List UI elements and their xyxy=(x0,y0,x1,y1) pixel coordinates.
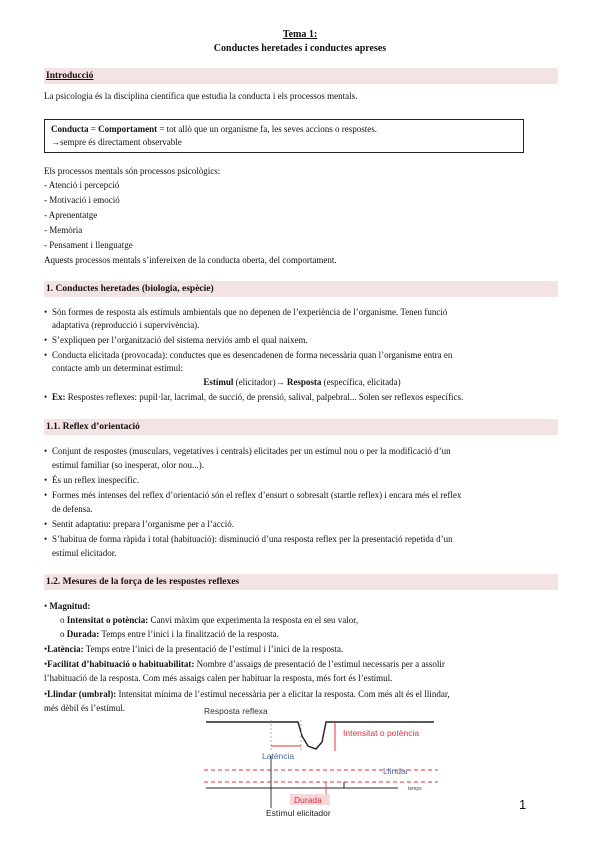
magnitude-item: • Magnitud: xyxy=(44,601,91,611)
process-item: - Atenció i percepció xyxy=(44,180,120,190)
title-line-2: Conductes heretades i conductes apreses xyxy=(213,43,387,54)
figure-y-label: Resposta reflexa xyxy=(204,706,268,716)
section-1-heading: 1. Conductes heretades (biologia, espècie) xyxy=(44,281,558,297)
stimulus-label: Estímul elicitador xyxy=(266,808,331,818)
sec1-bullet-1: • Són formes de resposta als estímuls ambientals que no depenen de l’experiència de l’organisme. Tenen funció xyxy=(44,307,448,317)
title-tema: Tema 1: xyxy=(282,29,318,40)
section-1-1-heading: 1.1. Reflex d’orientació xyxy=(44,419,558,435)
sec1-bullet-1-cont: adaptativa (reproducció i supervivència). xyxy=(52,320,200,330)
threshold-item-cont: més dèbil és l’estímul. xyxy=(44,703,125,713)
sec11-bullet-3: • Formes més intenses del reflex d’orientació són el reflex d’ensurt o sobresalt (startle reflex) i encara més el reflex xyxy=(44,490,462,500)
document-title xyxy=(0,28,600,56)
stimulus-response-formula: Estímul (elicitador)→ Resposta (específica, elicitada) xyxy=(203,377,401,387)
sec1-bullet-2: • S’expliquen per l’organització del sistema nerviós amb el qual naixem. xyxy=(44,335,308,345)
duration-label: Durada xyxy=(294,795,322,805)
intensity-label: Intensitat o potència xyxy=(343,728,420,738)
sec11-bullet-1-cont: estímul familiar (so inesperat, olor nou...). xyxy=(52,460,204,470)
definition-line-1: Conducta = Comportament = tot allò que un organisme fa, les seves accions o respostes. xyxy=(51,124,377,134)
process-item: - Memòria xyxy=(44,225,83,235)
duration-item: o Durada: Temps entre l’inici i la finalització de la resposta. xyxy=(60,629,279,639)
intensity-item: o Intensitat o potència: Canvi màxim que experimenta la resposta en el seu valor, xyxy=(60,615,359,625)
sec11-bullet-4: • Sentit adaptatiu: prepara l’organisme per a l’acció. xyxy=(44,519,235,529)
reflex-response-figure xyxy=(198,700,448,820)
sec1-bullet-3-cont: contacte amb un determinat estímul: xyxy=(52,363,183,373)
definition-line-2: →sempre és directament observable xyxy=(51,137,182,147)
sec11-bullet-1: • Conjunt de respostes (musculars, vegetatives i centrals) elicitades per un estímul nou o per la modificació d’un xyxy=(44,446,451,456)
page-number: 1 xyxy=(519,797,527,812)
habituation-item-cont: l’habituació de la resposta. Com més assaigs calen per habituar la resposta, més fort és l’estímul. xyxy=(44,673,393,683)
intro-text: La psicologia és la disciplina científica que estudia la conducta i els processos mentals. xyxy=(44,91,358,101)
sec11-bullet-5: • S’habitua de forma ràpida i total (habituació): disminució d’una resposta reflex per la presentació repetida d’un xyxy=(44,534,453,544)
definition-box xyxy=(44,119,524,153)
sec11-bullet-2: • És un reflex inespecífic. xyxy=(44,475,139,485)
time-axis-label: temps xyxy=(408,786,422,792)
process-item: - Pensament i llenguatge xyxy=(44,240,133,250)
intro-heading: Introducció xyxy=(44,68,558,84)
processes-intro: Els processos mentals són processos psicològics: xyxy=(44,166,221,176)
sec11-bullet-5-cont: estímul elicitador. xyxy=(52,548,117,558)
habituation-item: •Facilitat d’habituació o habituabilitat: Nombre d’assaigs de presentació de l’estímul necessaris per a assolir xyxy=(44,659,445,669)
sec1-bullet-3: • Conducta elicitada (provocada): conductes que es desencadenen de forma necessària quan l’organisme entra en xyxy=(44,350,453,360)
sec11-bullet-3-cont: de defensa. xyxy=(52,504,93,514)
section-1-2-heading: 1.2. Mesures de la força de les respostes reflexes xyxy=(44,574,558,590)
sec1-bullet-4: • Ex: Respostes reflexes: pupil·lar, lacrimal, de succió, de prensió, salival, palpebral... Solen ser reflexos específics. xyxy=(44,392,464,402)
process-item: - Motivació i emoció xyxy=(44,195,120,205)
threshold-item: •Llindar (umbral): Intensitat mínima de l’estímul necessària per a elicitar la resposta. Com més alt és el llindar, xyxy=(44,689,450,699)
latency-item: •Latència: Temps entre l’inici de la presentació de l’estímul i l’inici de la resposta. xyxy=(44,644,344,654)
processes-outro: Aquests processos mentals s’infereixen de la conducta oberta, del comportament. xyxy=(44,255,337,265)
latency-label: Latència xyxy=(262,751,295,761)
process-item: - Aprenentatge xyxy=(44,210,98,220)
title-line-1 xyxy=(0,28,600,42)
threshold-label: Llindar xyxy=(383,766,409,776)
